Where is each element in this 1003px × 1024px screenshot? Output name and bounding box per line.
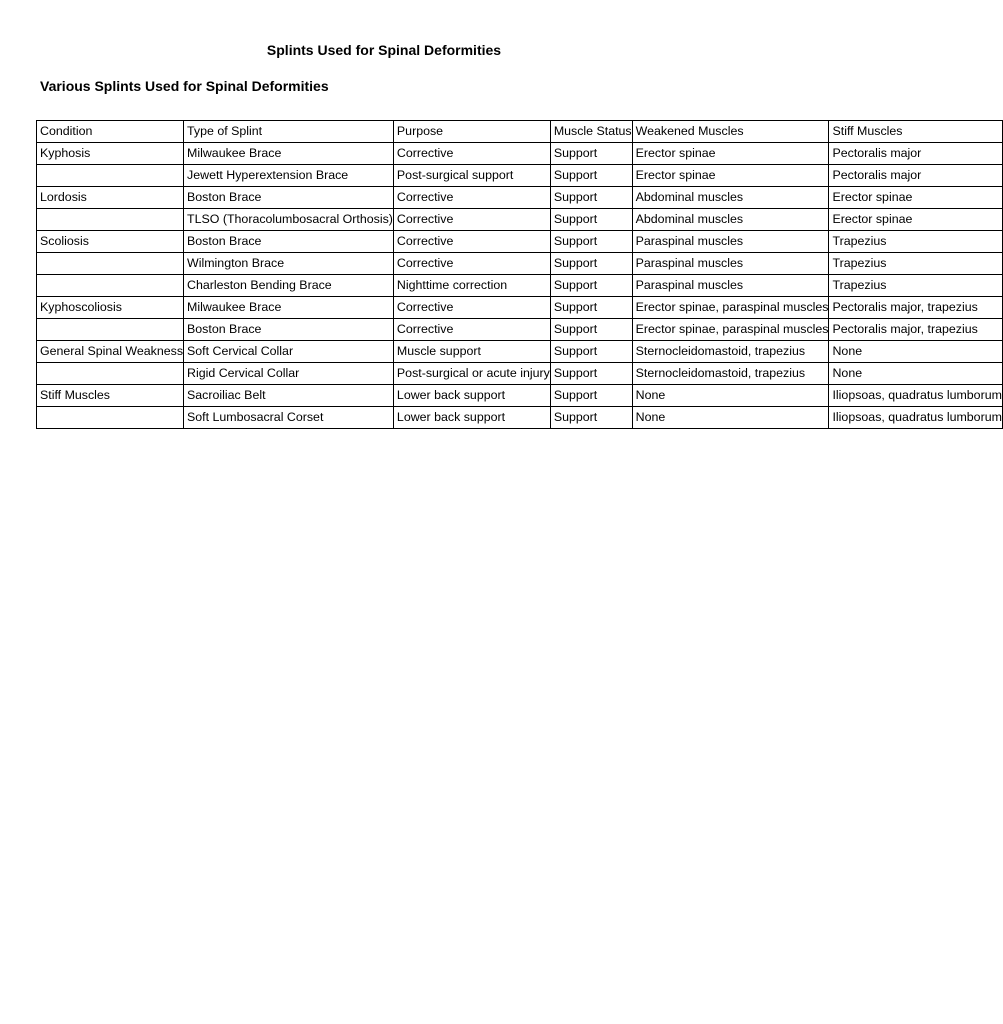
table-cell: Post-surgical support <box>393 165 550 187</box>
table-cell: Support <box>550 187 632 209</box>
table-cell: Sternocleidomastoid, trapezius <box>632 363 829 385</box>
table-cell <box>37 165 184 187</box>
table-cell: None <box>829 363 1002 385</box>
table-cell: Boston Brace <box>184 231 394 253</box>
table-cell: Support <box>550 341 632 363</box>
table-cell: Support <box>550 209 632 231</box>
table-cell: Trapezius <box>829 231 1002 253</box>
table-cell: Erector spinae, paraspinal muscles <box>632 297 829 319</box>
table-row <box>37 407 1003 429</box>
splints-table <box>36 120 1003 429</box>
table-cell: Paraspinal muscles <box>632 231 829 253</box>
column-header: Purpose <box>393 121 550 143</box>
table-cell: Pectoralis major, trapezius <box>829 297 1002 319</box>
table-cell: Jewett Hyperextension Brace <box>184 165 394 187</box>
table-cell: Charleston Bending Brace <box>184 275 394 297</box>
table-cell: Corrective <box>393 209 550 231</box>
table-cell <box>37 209 184 231</box>
table-row <box>37 341 1003 363</box>
table-cell: Soft Cervical Collar <box>184 341 394 363</box>
table-cell: Support <box>550 407 632 429</box>
table-cell: Erector spinae, paraspinal muscles <box>632 319 829 341</box>
table-cell: Muscle support <box>393 341 550 363</box>
table-row <box>37 275 1003 297</box>
table-cell: Erector spinae <box>632 143 829 165</box>
table-cell: Support <box>550 143 632 165</box>
table-cell <box>37 319 184 341</box>
table-row <box>37 319 1003 341</box>
table-cell: Support <box>550 319 632 341</box>
column-header: Type of Splint <box>184 121 394 143</box>
table-row <box>37 253 1003 275</box>
column-header: Condition <box>37 121 184 143</box>
table-cell: Wilmington Brace <box>184 253 394 275</box>
table-cell: Pectoralis major, trapezius <box>829 319 1002 341</box>
table-cell: Iliopsoas, quadratus lumborum <box>829 407 1002 429</box>
table-cell: Abdominal muscles <box>632 187 829 209</box>
table-cell: Support <box>550 385 632 407</box>
table-cell: Boston Brace <box>184 187 394 209</box>
table-cell: Trapezius <box>829 253 1002 275</box>
table-cell: Lordosis <box>37 187 184 209</box>
table-row <box>37 143 1003 165</box>
table-row <box>37 385 1003 407</box>
table-row <box>37 187 1003 209</box>
table-cell: Paraspinal muscles <box>632 275 829 297</box>
table-cell: TLSO (Thoracolumbosacral Orthosis) <box>184 209 394 231</box>
table-cell: Corrective <box>393 253 550 275</box>
table-cell: Corrective <box>393 187 550 209</box>
table-cell: Lower back support <box>393 407 550 429</box>
table-cell: Scoliosis <box>37 231 184 253</box>
table-row <box>37 165 1003 187</box>
table-cell: Kyphosis <box>37 143 184 165</box>
table-cell: Post-surgical or acute injury <box>393 363 550 385</box>
table-cell: Sacroiliac Belt <box>184 385 394 407</box>
table-cell: Support <box>550 363 632 385</box>
table-cell: Soft Lumbosacral Corset <box>184 407 394 429</box>
table-cell: None <box>829 341 1002 363</box>
table-cell: Kyphoscoliosis <box>37 297 184 319</box>
table-cell: Support <box>550 231 632 253</box>
section-title: Various Splints Used for Spinal Deformities <box>40 78 329 94</box>
column-header: Stiff Muscles <box>829 121 1002 143</box>
table-row <box>37 231 1003 253</box>
table-row <box>37 297 1003 319</box>
table-row <box>37 209 1003 231</box>
table-cell: Support <box>550 297 632 319</box>
column-header: Weakened Muscles <box>632 121 829 143</box>
table-cell <box>37 363 184 385</box>
table-cell: Support <box>550 275 632 297</box>
table-cell: Rigid Cervical Collar <box>184 363 394 385</box>
table-cell <box>37 253 184 275</box>
table-cell: Corrective <box>393 319 550 341</box>
table-cell: Erector spinae <box>632 165 829 187</box>
column-header: Muscle Status <box>550 121 632 143</box>
table-cell: Sternocleidomastoid, trapezius <box>632 341 829 363</box>
table-cell: Support <box>550 253 632 275</box>
table-cell: Iliopsoas, quadratus lumborum <box>829 385 1002 407</box>
table-cell <box>37 275 184 297</box>
table-cell: Milwaukee Brace <box>184 143 394 165</box>
table-cell: Corrective <box>393 297 550 319</box>
table-cell: Boston Brace <box>184 319 394 341</box>
table-cell: Support <box>550 165 632 187</box>
table-cell: General Spinal Weakness <box>37 341 184 363</box>
table-cell: Erector spinae <box>829 187 1002 209</box>
table-cell: Pectoralis major <box>829 165 1002 187</box>
table-cell: None <box>632 385 829 407</box>
table-cell: Corrective <box>393 143 550 165</box>
table-row <box>37 363 1003 385</box>
table-cell: Trapezius <box>829 275 1002 297</box>
table-cell: Milwaukee Brace <box>184 297 394 319</box>
table-cell <box>37 407 184 429</box>
table-cell: Stiff Muscles <box>37 385 184 407</box>
table-cell: Nighttime correction <box>393 275 550 297</box>
table-cell: Lower back support <box>393 385 550 407</box>
table-cell: Corrective <box>393 231 550 253</box>
table-cell: Paraspinal muscles <box>632 253 829 275</box>
table-header-row <box>37 121 1003 143</box>
table-cell: Pectoralis major <box>829 143 1002 165</box>
table-cell: Erector spinae <box>829 209 1002 231</box>
table-cell: None <box>632 407 829 429</box>
table-cell: Abdominal muscles <box>632 209 829 231</box>
page-title: Splints Used for Spinal Deformities <box>266 42 502 58</box>
